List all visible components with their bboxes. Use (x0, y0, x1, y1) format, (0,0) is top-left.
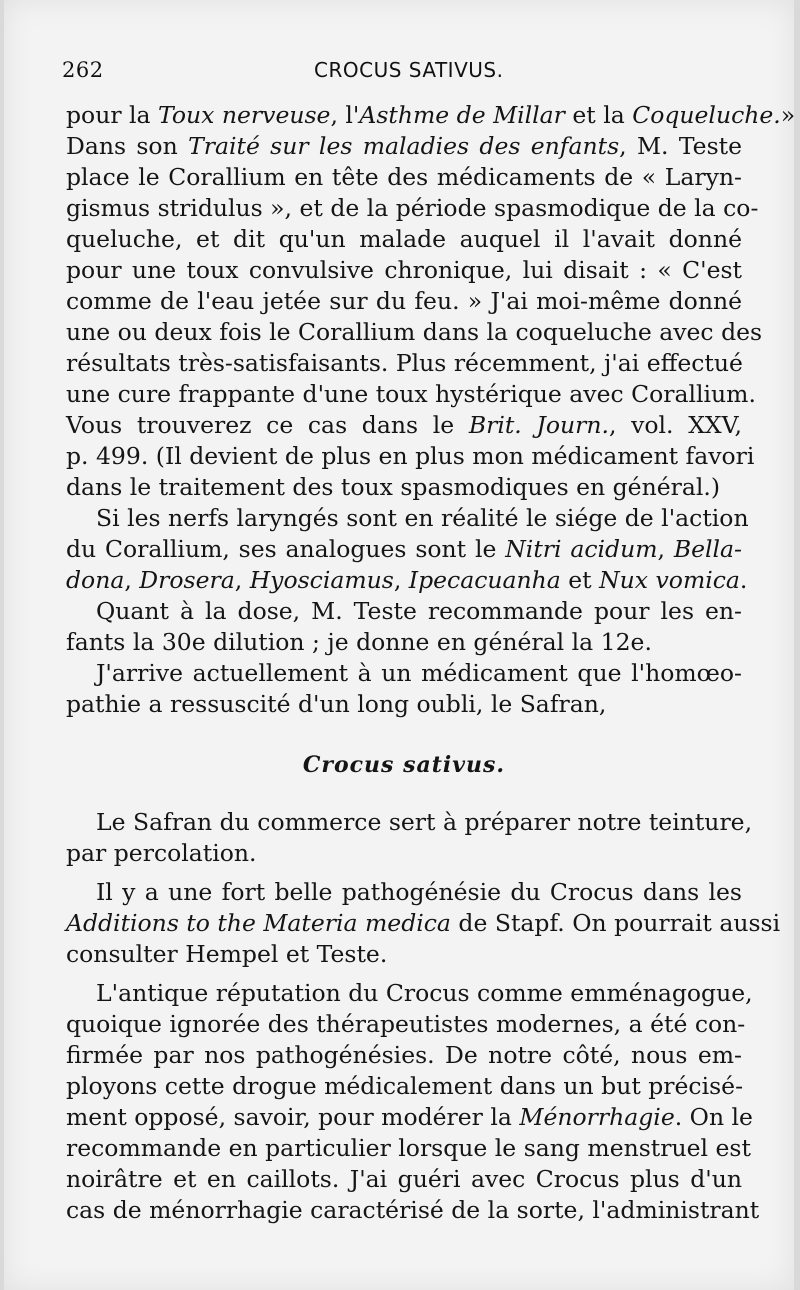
text-run: de Stapf. On pourrait aussi (450, 909, 781, 937)
text-line: Quant à la dose, M. Teste recommande pour les en- (96, 597, 742, 625)
text-run: . (739, 566, 748, 594)
text-run: , M. Teste (619, 132, 742, 160)
italic-term: Bella- (673, 535, 742, 563)
text-line: Le Safran du commerce sert à préparer notre teinture, (96, 808, 753, 836)
page-header (62, 58, 742, 88)
section-title: Crocus sativus. (302, 752, 506, 778)
text-line: Il y a une fort belle pathogénésie du Crocus dans les (96, 878, 742, 906)
italic-term: Drosera (139, 566, 235, 594)
text-line (66, 908, 781, 939)
text-line: pathie a ressuscité d'un long oubli, le Safran, (66, 690, 607, 718)
italic-term: Asthme de Millar (359, 101, 565, 129)
text-line: par percolation. (66, 839, 257, 867)
italic-term: Nux vomica (599, 566, 740, 594)
text-run: pour la (66, 101, 159, 129)
paragraph-gap (66, 970, 742, 978)
text-run: , (234, 566, 250, 594)
text-line: cas de ménorrhagie caractérisé de la sorte, l'administrant (66, 1196, 760, 1224)
text-line: dans le traitement des toux spasmodiques en général.) (66, 473, 721, 501)
text-line: quoique ignorée des thérapeutistes modernes, a été con- (66, 1010, 746, 1038)
text-run: , (393, 566, 409, 594)
book-page (4, 0, 794, 1290)
text-line: recommande en particulier lorsque le sang menstruel est (66, 1134, 751, 1162)
paragraph-corallium-continued (66, 100, 796, 503)
italic-term: Nitri acidum (505, 535, 658, 563)
text-run: ment opposé, savoir, pour modérer la (66, 1103, 520, 1131)
italic-term: Coqueluche. (632, 101, 781, 129)
text-line (66, 131, 742, 162)
text-run: et la (564, 101, 633, 129)
paragraph-transition (66, 658, 742, 720)
paragraph-gap (66, 869, 742, 877)
paragraph-dose (66, 596, 742, 658)
text-line: une ou deux fois le Corallium dans la coqueluche avec des (66, 318, 763, 346)
text-line: ployons cette drogue médicalement dans un but précisé- (66, 1072, 744, 1100)
text-run: , (124, 566, 140, 594)
text-run: » (780, 101, 796, 129)
text-line: gismus stridulus », et de la période spasmodique de la co- (66, 194, 759, 222)
italic-term: Additions to the Materia medica (66, 909, 451, 937)
text-line: place le Corallium en tête des médicaments de « Laryn- (66, 163, 742, 191)
italic-term: Ipecacuanha (408, 566, 561, 594)
text-run: du Corallium, ses analogues sont le (66, 535, 506, 563)
text-line: une cure frappante d'une toux hystérique avec Corallium. (66, 380, 756, 408)
text-line (66, 565, 748, 596)
text-run: et (560, 566, 600, 594)
text-line: L'antique réputation du Crocus comme emménagogue, (96, 979, 753, 1007)
text-line (66, 100, 796, 131)
running-title: CROCUS SATIVUS. (314, 58, 504, 82)
italic-term: Traité sur les maladies des enfants (188, 132, 620, 160)
italic-term: dona (66, 566, 125, 594)
text-run: , (657, 535, 674, 563)
body-text (66, 100, 796, 1226)
paragraph-preparation (66, 807, 753, 869)
text-run: Vous trouverez ce cas dans le (66, 411, 469, 439)
text-run: , l' (330, 101, 360, 129)
text-line: fants la 30e dilution ; je donne en général la 12e. (66, 628, 652, 656)
paragraph-pathogenesis (66, 877, 781, 970)
text-line: noirâtre et en caillots. J'ai guéri avec Crocus plus d'un (66, 1165, 742, 1193)
italic-term: Hyosciamus (249, 566, 394, 594)
text-run: , vol. XXV, (608, 411, 742, 439)
text-run: Dans son (66, 132, 189, 160)
italic-term: Ménorrhagie (519, 1103, 675, 1131)
text-line: comme de l'eau jetée sur du feu. » J'ai moi-même donné (66, 287, 742, 315)
text-line: p. 499. (Il devient de plus en plus mon médicament favori (66, 442, 755, 470)
italic-term: Brit. Journ. (468, 411, 609, 439)
text-line: résultats très-satisfaisants. Plus récemment, j'ai effectué (66, 349, 743, 377)
text-line: Si les nerfs laryngés sont en réalité le siége de l'action (96, 504, 749, 532)
paragraph-analogues (66, 503, 749, 596)
text-line (66, 1102, 753, 1133)
paragraph-reputation (66, 978, 760, 1226)
text-line: pour une toux convulsive chronique, lui disait : « C'est (66, 256, 742, 284)
text-line (66, 410, 742, 441)
text-line: consulter Hempel et Teste. (66, 940, 388, 968)
text-line: firmée par nos pathogénésies. De notre côté, nous em- (66, 1041, 742, 1069)
text-line: queluche, et dit qu'un malade auquel il l'avait donné (66, 225, 742, 253)
text-run: . On le (674, 1103, 753, 1131)
text-line (66, 534, 742, 565)
italic-term: Toux nerveuse (158, 101, 331, 129)
text-line: J'arrive actuellement à un médicament que l'homœo- (96, 659, 742, 687)
page-number: 262 (62, 58, 104, 82)
